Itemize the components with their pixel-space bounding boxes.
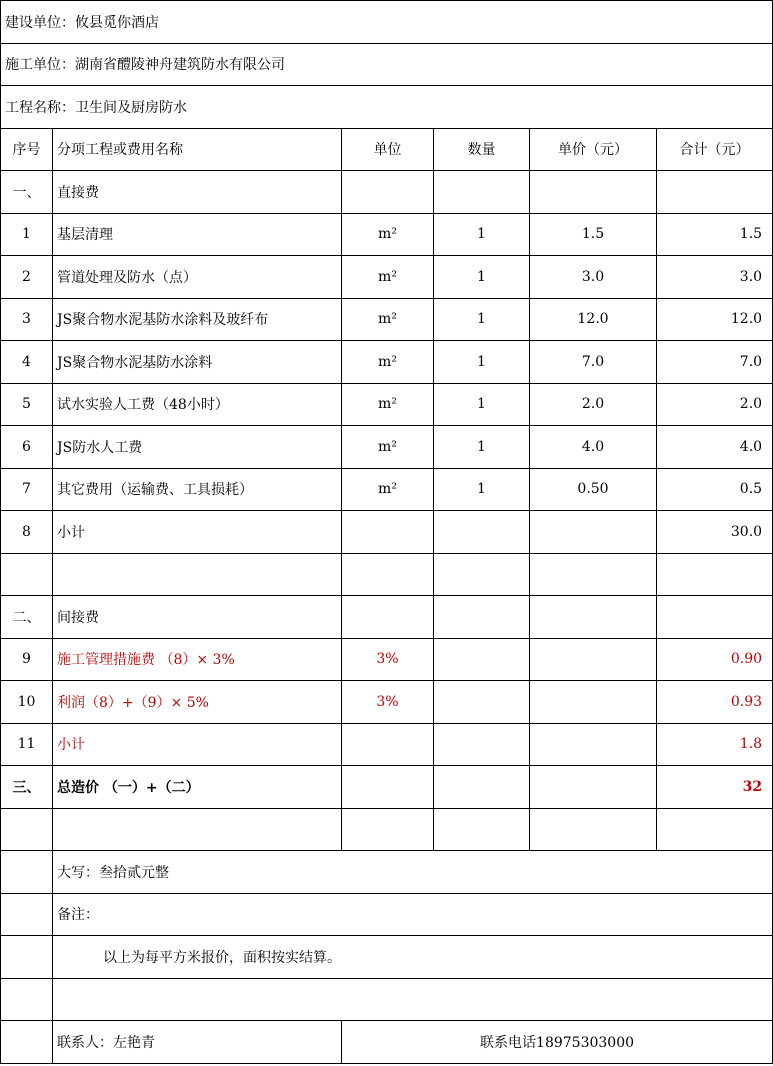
row-no: 1 [1,213,53,256]
contact-row [1,1021,773,1064]
row-qty: 1 [434,341,530,384]
row-unit: m² [342,256,434,299]
row-qty: 1 [434,468,530,511]
empty-row [1,808,773,851]
contact-person: 联系人：左艳青 [53,1021,342,1064]
row-unit: m² [342,383,434,426]
empty-row [1,553,773,596]
col-total: 合计（元） [657,128,773,171]
table-row [1,383,773,426]
row-qty: 1 [434,383,530,426]
row-no: 9 [1,638,53,681]
row-no: 3 [1,298,53,341]
row-unit: m² [342,213,434,256]
row-total: 1.8 [657,723,773,766]
col-name: 分项工程或费用名称 [53,128,342,171]
table-row [1,426,773,469]
remark-text-row [1,936,773,979]
col-qty: 数量 [434,128,530,171]
row-total: 4.0 [657,426,773,469]
row-qty: 1 [434,298,530,341]
row-price: 0.50 [530,468,657,511]
row-price: 4.0 [530,426,657,469]
row-total: 1.5 [657,213,773,256]
row-no: 8 [1,511,53,554]
row-total: 30.0 [657,511,773,554]
row-no: 4 [1,341,53,384]
row-unit: m² [342,298,434,341]
row-name: 其它费用（运输费、工具损耗） [53,468,342,511]
row-name: 施工管理措施费 （8）× 3% [53,638,342,681]
table-row [1,298,773,341]
table-row [1,213,773,256]
row-name: 小计 [53,511,342,554]
row-no: 2 [1,256,53,299]
row-qty: 1 [434,213,530,256]
row-name: 管道处理及防水（点） [53,256,342,299]
section-indirect-row [1,596,773,639]
row-price: 2.0 [530,383,657,426]
row-qty: 1 [434,256,530,299]
table-row [1,468,773,511]
row-name: JS防水人工费 [53,426,342,469]
row-total: 12.0 [657,298,773,341]
row-total: 7.0 [657,341,773,384]
table-row [1,638,773,681]
client-row: 建设单位：攸县觅你酒店 [1,1,773,44]
row-total: 0.90 [657,638,773,681]
row-name: 试水实验人工费（48小时） [53,383,342,426]
row-unit: 3% [342,681,434,724]
capital-amount: 大写：叁拾贰元整 [53,851,773,894]
col-no: 序号 [1,128,53,171]
table-row [1,341,773,384]
section-no: 一、 [1,171,53,214]
row-price: 1.5 [530,213,657,256]
row-unit: 3% [342,638,434,681]
subtotal-row [1,723,773,766]
capital-row [1,851,773,894]
section-no: 二、 [1,596,53,639]
col-price: 单价（元） [530,128,657,171]
contact-phone: 联系电话18975303000 [342,1021,773,1064]
row-total: 2.0 [657,383,773,426]
row-price: 12.0 [530,298,657,341]
row-no: 10 [1,681,53,724]
row-total: 0.93 [657,681,773,724]
remark-label-row [1,893,773,936]
col-unit: 单位 [342,128,434,171]
section-name: 直接费 [53,171,342,214]
project-row: 工程名称：卫生间及厨房防水 [1,86,773,129]
table-row [1,256,773,299]
row-no: 三、 [1,766,53,809]
row-price: 3.0 [530,256,657,299]
row-name: 小计 [53,723,342,766]
row-no: 5 [1,383,53,426]
row-unit: m² [342,426,434,469]
empty-row [1,978,773,1021]
row-name: 利润（8）+（9）× 5% [53,681,342,724]
row-total: 3.0 [657,256,773,299]
remark-text: 以上为每平方米报价，面积按实结算。 [53,936,773,979]
row-name: JS聚合物水泥基防水涂料及玻纤布 [53,298,342,341]
row-total: 0.5 [657,468,773,511]
row-no: 11 [1,723,53,766]
row-name: 基层清理 [53,213,342,256]
column-header-row [1,128,773,171]
row-unit: m² [342,468,434,511]
row-name: 总造价 （一）+（二） [53,766,342,809]
row-qty: 1 [434,426,530,469]
row-no: 7 [1,468,53,511]
section-direct-row [1,171,773,214]
section-name: 间接费 [53,596,342,639]
row-price: 7.0 [530,341,657,384]
grand-total-row [1,766,773,809]
remark-label: 备注： [53,893,773,936]
row-no: 6 [1,426,53,469]
contractor-row: 施工单位：湖南省醴陵神舟建筑防水有限公司 [1,43,773,86]
table-row [1,681,773,724]
subtotal-row [1,511,773,554]
row-name: JS聚合物水泥基防水涂料 [53,341,342,384]
grand-total-value: 32 [657,766,773,809]
row-unit: m² [342,341,434,384]
